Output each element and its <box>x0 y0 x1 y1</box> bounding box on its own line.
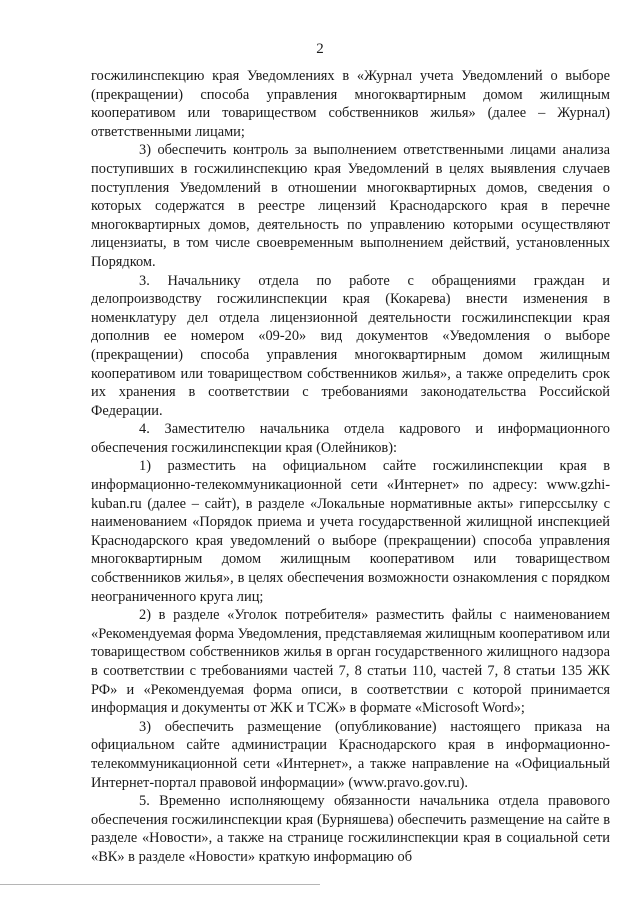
paragraph-point-3-nomenclature: 3. Начальнику отдела по работе с обращениями граждан и делопроизводству госжилинспекции края (Кокарева) внести изменения в номенклатуру дел отдела лицензионной деятельности госжилинспекции края дополнив ее номером «09-20» вид документов «Уведомления о выборе (прекращении) способа управления многоквартирным домом жилищным кооперативом или товариществом собственников жилья», а также определить срок их хранения в соответствии с требованиями законодательства Российской Федерации. <box>91 272 610 419</box>
paragraph-item-1-publish-site: 1) разместить на официальном сайте госжилинспекции края в информационно-телекоммуникационной сети «Интернет» по адресу: www.gzhi-kuban.ru (далее – сайт), в разделе «Локальные нормативные акты» гиперссылку с наименованием «Порядок приема и учета государственной жилищной инспекцией Краснодарского края уведомлений о выборе (прекращении) способа управления многоквартирным домом жилищным кооперативом или товариществом собственников жилья», в целях обеспечения возможности ознакомления с порядком неограниченного круга лиц; <box>91 458 610 605</box>
paragraph-point-5-legal: 5. Временно исполняющему обязанности начальника отдела правового обеспечения госжилинспекции края (Бурняшева) обеспечить размещение на сайте в разделе «Новости», а также на странице госжилинспекции края в социальной сети «ВК» в разделе «Новости» краткую информацию об <box>91 793 610 865</box>
footer-divider <box>0 884 320 885</box>
paragraph-point-4-deputy: 4. Заместителю начальника отдела кадрового и информационного обеспечения госжилинспекции края (Олейников): <box>91 421 610 456</box>
paragraph-item-2-consumer-section: 2) в разделе «Уголок потребителя» разместить файлы с наименованием «Рекомендуемая форма Уведомления, представляемая жилищным кооперативом или товариществом собственников жилья в орган государственного жилищного надзора в соответствии с требованиями частей 7, 8 статьи 110, частей 7, 8 статьи 135 ЖК РФ» и «Рекомендуемая форма описи, в соответствии с которой принимается информация и документы от ЖК и ТСЖ» в формате «Microsoft Word»; <box>91 607 610 717</box>
paragraph-journal-continuation: госжилинспекцию края Уведомлениях в «Журнал учета Уведомлений о выборе (прекращении) способа управления многоквартирным домом жилищным кооперативом или товариществом собственников жилья» (далее – Журнал) ответственными лицами; <box>91 68 610 140</box>
document-body <box>91 67 610 867</box>
paragraph-item-3-control: 3) обеспечить контроль за выполнением ответственными лицами анализа поступивших в госжилинспекцию края Уведомлений в целях выявления случаев поступления Уведомлений в отношении многоквартирных домов, сведения о которых содержатся в реестре лицензий Краснодарского края в перечне многоквартирных домов, деятельность по управлению которыми осуществляют лицензиаты, в том числе своевременным выполнением действий, установленных Порядком. <box>91 142 610 270</box>
page-number: 2 <box>316 41 324 57</box>
paragraph-item-3-publication: 3) обеспечить размещение (опубликование) настоящего приказа на официальном сайте администрации Краснодарского края в информационно-телекоммуникационной сети «Интернет», а также направление на «Официальный Интернет-портал правовой информации» (www.pravo.gov.ru). <box>91 718 610 791</box>
